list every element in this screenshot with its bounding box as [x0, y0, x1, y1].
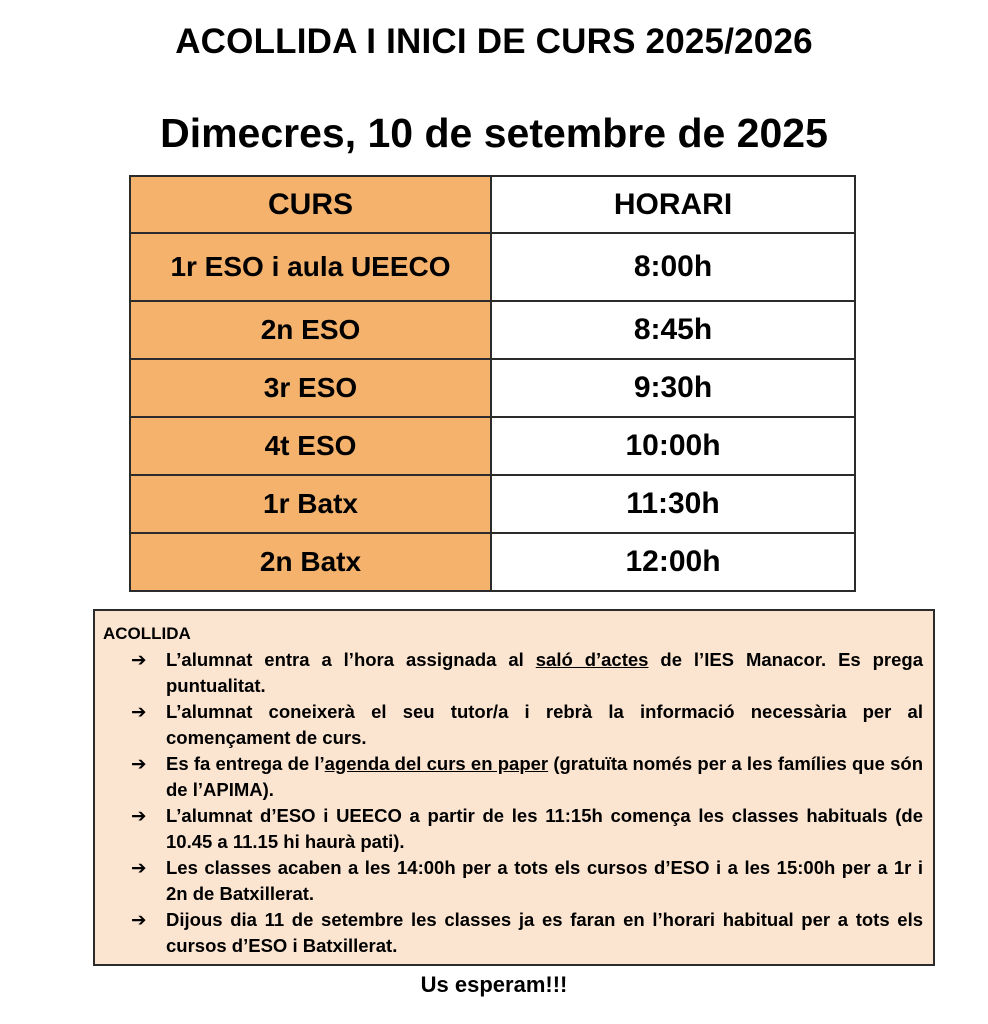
list-item [131, 855, 923, 907]
time-cell: 8:45h [491, 301, 855, 359]
item-text: Dijous dia 11 de setembre les classes ja es faran en l’horari habitual per a tots els cursos d’ESO i Batxillerat. [166, 909, 923, 956]
table-row [130, 233, 855, 301]
time-cell: 8:00h [491, 233, 855, 301]
course-cell: 3r ESO [130, 359, 491, 417]
column-header-horari: HORARI [491, 176, 855, 233]
table-header-row [130, 176, 855, 233]
event-date: Dimecres, 10 de setembre de 2025 [160, 110, 828, 156]
item-text: L’alumnat d’ESO i UEECO a partir de les 11:15h comença les classes habituals (de 10.45 a 11.15 hi haurà pati). [166, 805, 923, 852]
time-cell: 11:30h [491, 475, 855, 533]
arrow-icon: ➔ [131, 909, 147, 930]
arrow-icon: ➔ [131, 805, 147, 826]
table-row [130, 359, 855, 417]
list-item [131, 699, 923, 751]
item-text: Es fa entrega de l’ [166, 753, 325, 774]
item-underlined-text: agenda del curs en paper [324, 753, 549, 774]
info-list [103, 647, 923, 959]
table-row [130, 301, 855, 359]
item-text: de l’IES Manacor. Es prega puntualitat. [166, 649, 924, 696]
acollida-info-box [93, 609, 935, 966]
schedule-table [129, 175, 856, 592]
arrow-icon: ➔ [131, 753, 147, 774]
page-title: ACOLLIDA I INICI DE CURS 2025/2026 [175, 22, 813, 61]
time-cell: 12:00h [491, 533, 855, 591]
item-text: Les classes acaben a les 14:00h per a tots els cursos d’ESO i a les 15:00h per a 1r i 2n de Batxillerat. [166, 857, 923, 904]
arrow-icon: ➔ [131, 857, 147, 878]
info-box-title: ACOLLIDA [103, 624, 191, 643]
course-cell: 2n Batx [130, 533, 491, 591]
time-cell: 9:30h [491, 359, 855, 417]
table-row [130, 417, 855, 475]
course-cell: 1r ESO i aula UEECO [130, 233, 491, 301]
item-text: L’alumnat entra a l’hora assignada al [166, 649, 536, 670]
time-cell: 10:00h [491, 417, 855, 475]
table-row [130, 533, 855, 591]
course-cell: 1r Batx [130, 475, 491, 533]
arrow-icon: ➔ [131, 701, 147, 722]
item-text: L’alumnat coneixerà el seu tutor/a i rebrà la informació necessària per al començament de curs. [166, 701, 923, 748]
list-item [131, 647, 923, 699]
course-cell: 2n ESO [130, 301, 491, 359]
list-item [131, 803, 923, 855]
list-item [131, 907, 923, 959]
list-item [131, 751, 923, 803]
closing-message: Us esperam!!! [420, 972, 568, 997]
item-underlined-text: saló d’actes [535, 649, 649, 670]
column-header-curs: CURS [130, 176, 491, 233]
arrow-icon: ➔ [131, 649, 147, 670]
table-row [130, 475, 855, 533]
course-cell: 4t ESO [130, 417, 491, 475]
item-text: (gratuïta només per a les famílies que són de l’APIMA). [166, 753, 923, 800]
